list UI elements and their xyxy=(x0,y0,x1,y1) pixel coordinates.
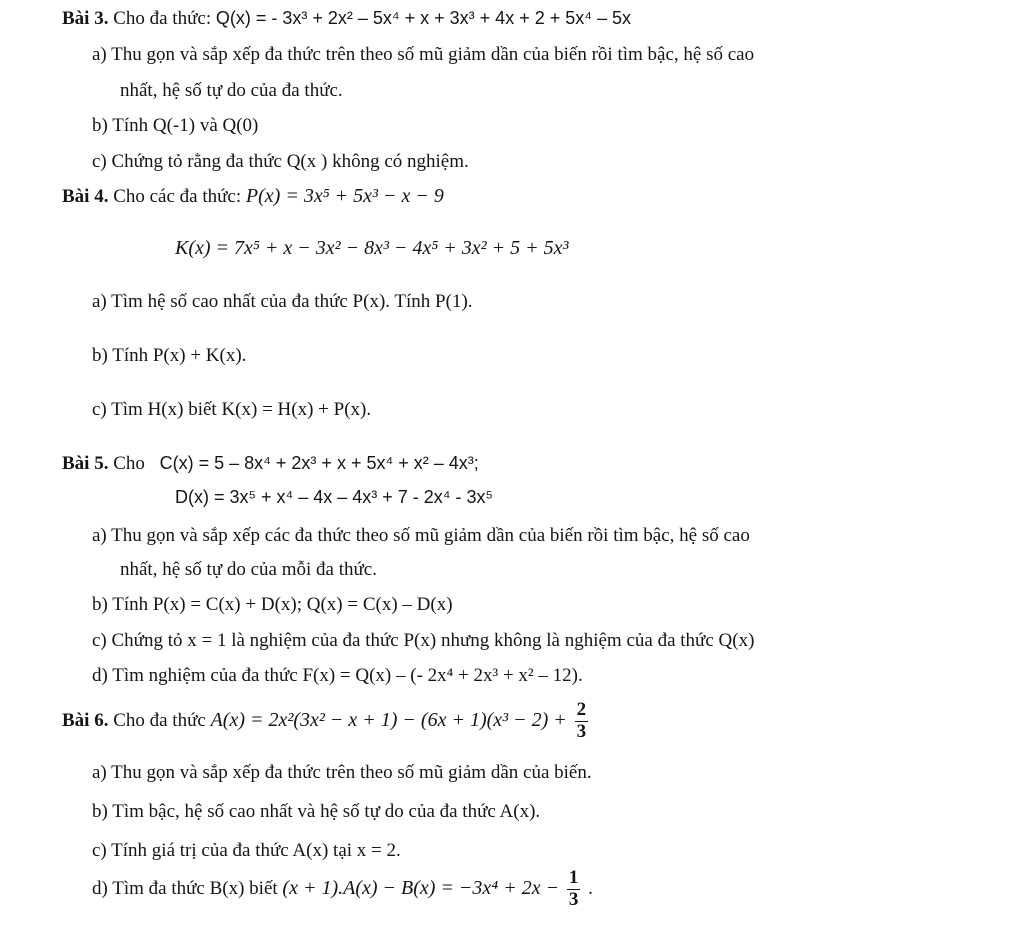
bai4-part-c: c) Tìm H(x) biết K(x) = H(x) + P(x). xyxy=(92,399,372,420)
bai6-fraction-denominator: 3 xyxy=(576,720,587,742)
bai5-part-d: d) Tìm nghiệm của đa thức F(x) = Q(x) – (- 2x⁴ + 2x³ + x² – 12). xyxy=(92,665,583,686)
bai5-part-a-line2: nhất, hệ số tự do của mỗi đa thức. xyxy=(120,559,377,580)
bai3-title: Bài 3. xyxy=(62,8,109,29)
bai4-header xyxy=(62,184,444,209)
bai6-part-d-fraction-numerator: 1 xyxy=(568,867,579,888)
bai4-title: Bài 4. xyxy=(62,186,109,207)
bai6-fraction xyxy=(575,700,589,743)
bai4-k-formula: K(x) = 7x⁵ + x − 3x² − 8x³ − 4x⁵ + 3x² + 5 + 5x³ xyxy=(175,237,569,259)
bai6-part-d-text: d) Tìm đa thức B(x) biết xyxy=(92,877,278,899)
bai6-intro: Cho đa thức xyxy=(113,709,206,731)
bai6-part-c: c) Tính giá trị của đa thức A(x) tại x = 2. xyxy=(92,840,401,861)
bai6-part-d-formula: (x + 1).A(x) − B(x) = −3x⁴ + 2x − xyxy=(282,876,560,899)
bai6-part-d-end: . xyxy=(588,877,593,899)
bai4-part-a: a) Tìm hệ số cao nhất của đa thức P(x). Tính P(1). xyxy=(92,291,473,312)
bai6-part-d-fraction xyxy=(567,868,581,911)
bai5-intro: Cho xyxy=(113,453,145,474)
bai5-part-c: c) Chứng tỏ x = 1 là nghiệm của đa thức P(x) nhưng không là nghiệm của đa thức Q(x) xyxy=(92,630,755,651)
bai4-intro: Cho các đa thức: xyxy=(113,186,242,207)
bai3-formula: Q(x) = - 3x³ + 2x² – 5x⁴ + x + 3x³ + 4x + 2 + 5x⁴ – 5x xyxy=(215,8,632,28)
bai5-header xyxy=(62,453,479,476)
bai5-d-formula: D(x) = 3x⁵ + x⁴ – 4x – 4x³ + 7 - 2x⁴ - 3x⁵ xyxy=(175,487,493,507)
bai5-c-formula: C(x) = 5 – 8x⁴ + 2x³ + x + 5x⁴ + x² – 4x³; xyxy=(159,453,479,473)
bai6-part-d xyxy=(92,868,593,911)
bai4-part-b: b) Tính P(x) + K(x). xyxy=(92,345,247,366)
bai3-part-a-line1: a) Thu gọn và sắp xếp đa thức trên theo số mũ giảm dần của biến rồi tìm bậc, hệ số cao xyxy=(92,44,755,65)
bai3-intro: Cho đa thức: xyxy=(113,8,212,29)
bai5-part-b: b) Tính P(x) = C(x) + D(x); Q(x) = C(x) – D(x) xyxy=(92,594,453,615)
bai3-part-a-line2: nhất, hệ số tự do của đa thức. xyxy=(120,80,343,101)
bai3-part-c: c) Chứng tỏ rằng đa thức Q(x ) không có nghiệm. xyxy=(92,151,469,172)
bai6-part-b: b) Tìm bậc, hệ số cao nhất và hệ số tự do của đa thức A(x). xyxy=(92,801,541,822)
bai6-fraction-numerator: 2 xyxy=(576,699,587,720)
bai6-part-d-fraction-denominator: 3 xyxy=(568,888,579,910)
bai6-header xyxy=(62,700,591,743)
bai6-part-a: a) Thu gọn và sắp xếp đa thức trên theo số mũ giảm dần của biến. xyxy=(92,762,592,783)
bai6-title: Bài 6. xyxy=(62,709,109,731)
bai6-formula: A(x) = 2x²(3x² − x + 1) − (6x + 1)(x³ − 2) + xyxy=(210,708,567,731)
bai5-title: Bài 5. xyxy=(62,453,109,474)
bai4-p-formula: P(x) = 3x⁵ + 5x³ − x − 9 xyxy=(245,185,444,207)
bai3-part-b: b) Tính Q(-1) và Q(0) xyxy=(92,115,259,136)
bai5-part-a-line1: a) Thu gọn và sắp xếp các đa thức theo số mũ giảm dần của biến rồi tìm bậc, hệ số cao xyxy=(92,525,750,546)
bai3-header xyxy=(62,8,631,31)
